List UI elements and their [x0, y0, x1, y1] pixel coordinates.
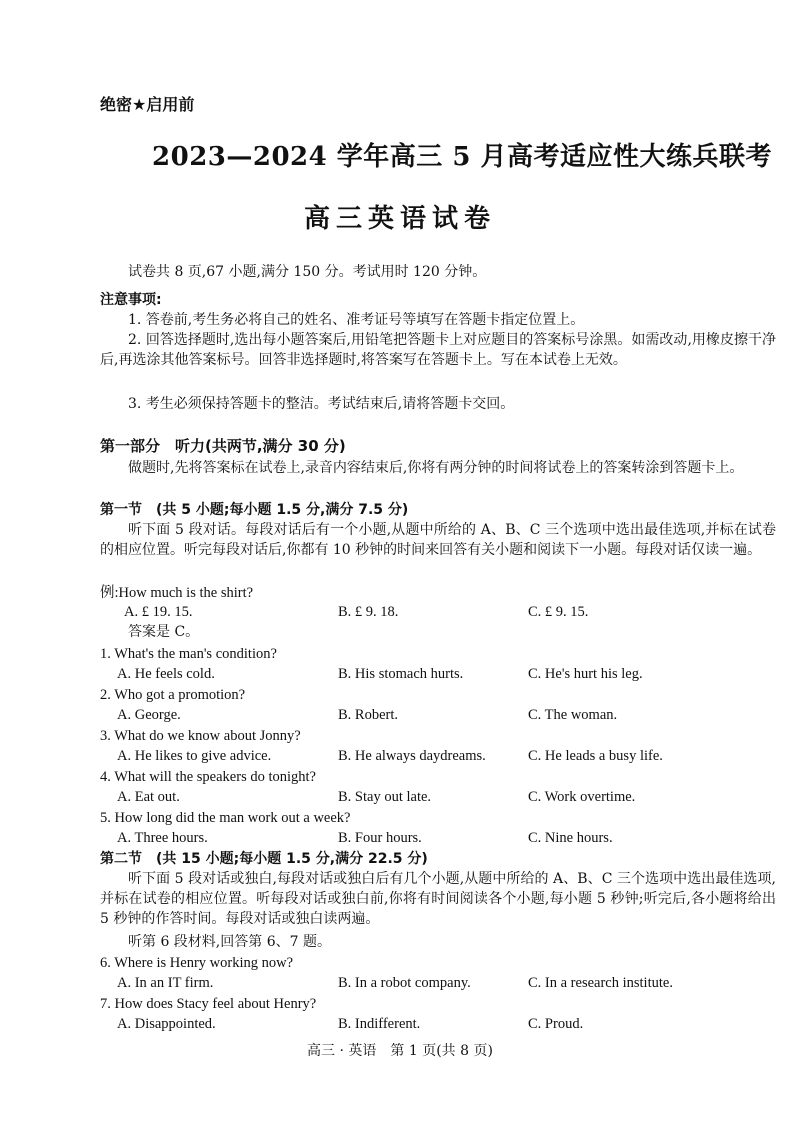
part1-heading: 第一部分 听力(共两节,满分 30 分) — [100, 437, 346, 455]
question-3: 3. What do we know about Jonny? — [100, 728, 301, 744]
note-item-2: 2. 回答选择题时,选出每小题答案后,用铅笔把答题卡上对应题目的答案标号涂黑。如需改动,用橡皮擦干净后,再选涂其他答案标号。回答非选择题时,将答案写在答题卡上。写在本试卷上无效。 — [100, 332, 776, 368]
exam-intro: 试卷共 8 页,67 小题,满分 150 分。考试用时 120 分钟。 — [128, 264, 487, 280]
question-2-option-a: A. George. — [117, 707, 181, 723]
example-answer: 答案是 C。 — [128, 624, 200, 640]
section2-instruction: 听下面 5 段对话或独白,每段对话或独白后有几个小题,从题中所给的 A、B、C 三个选项中选出最佳选项,并标在试卷的相应位置。听每段对话或独白前,你将有时间阅读各个小题,每小题 5 秒钟;听完后,各小题将给出 5 秒钟的作答时间。每段对话或独白读两遍。 — [100, 871, 776, 927]
question-6-option-a: A. In an IT firm. — [117, 975, 214, 991]
question-4-option-b: B. Stay out late. — [338, 789, 432, 805]
question-2: 2. Who got a promotion? — [100, 687, 246, 703]
exam-title: 2023—2024 学年高三 5 月高考适应性大练兵联考 — [152, 142, 772, 172]
example-option-c: C. £ 9. 15. — [528, 604, 589, 620]
question-2-option-b: B. Robert. — [338, 707, 399, 723]
question-3-option-a: A. He likes to give advice. — [117, 748, 272, 764]
confidential-label: 绝密★启用前 — [100, 95, 195, 114]
notes-heading: 注意事项: — [100, 292, 162, 308]
question-7: 7. How does Stacy feel about Henry? — [100, 996, 317, 1012]
section1-instruction: 听下面 5 段对话。每段对话后有一个小题,从题中所给的 A、B、C 三个选项中选出最佳选项,并标在试卷的相应位置。听完每段对话后,你都有 10 秒钟的时间来回答有关小题和阅读下一小题。每段对话仅读一遍。 — [100, 522, 776, 558]
example-option-b: B. £ 9. 18. — [338, 604, 399, 620]
question-7-option-b: B. Indifferent. — [338, 1016, 421, 1032]
example-option-a: A. £ 19. 15. — [124, 604, 193, 620]
question-1-option-a: A. He feels cold. — [117, 666, 215, 682]
question-4-option-a: A. Eat out. — [117, 789, 180, 805]
question-1: 1. What's the man's condition? — [100, 646, 277, 662]
question-7-option-a: A. Disappointed. — [117, 1016, 216, 1032]
example-question: 例:How much is the shirt? — [100, 585, 254, 601]
question-6-option-c: C. In a research institute. — [528, 975, 673, 991]
section2-heading: 第二节 (共 15 小题;每小题 1.5 分,满分 22.5 分) — [100, 851, 428, 867]
question-1-option-b: B. His stomach hurts. — [338, 666, 464, 682]
question-5-option-a: A. Three hours. — [117, 830, 208, 846]
part1-instruction: 做题时,先将答案标在试卷上,录音内容结束后,你将有两分钟的时间将试卷上的答案转涂到答题卡上。 — [128, 460, 744, 476]
question-3-option-c: C. He leads a busy life. — [528, 748, 663, 764]
note-item-3: 3. 考生必须保持答题卡的整洁。考试结束后,请将答题卡交回。 — [128, 396, 515, 412]
section1-heading: 第一节 (共 5 小题;每小题 1.5 分,满分 7.5 分) — [100, 502, 409, 518]
question-2-option-c: C. The woman. — [528, 707, 618, 723]
question-3-option-b: B. He always daydreams. — [338, 748, 486, 764]
note-item-1: 1. 答卷前,考生务必将自己的姓名、准考证号等填写在答题卡指定位置上。 — [128, 312, 585, 328]
question-7-option-c: C. Proud. — [528, 1016, 584, 1032]
question-4-option-c: C. Work overtime. — [528, 789, 636, 805]
exam-subtitle: 高三英语试卷 — [303, 204, 496, 234]
question-6-option-b: B. In a robot company. — [338, 975, 471, 991]
section2-material: 听第 6 段材料,回答第 6、7 题。 — [128, 934, 331, 950]
question-5-option-c: C. Nine hours. — [528, 830, 613, 846]
question-5: 5. How long did the man work out a week? — [100, 810, 351, 826]
question-5-option-b: B. Four hours. — [338, 830, 422, 846]
page-footer: 高三 · 英语 第 1 页(共 8 页) — [307, 1043, 493, 1059]
question-4: 4. What will the speakers do tonight? — [100, 769, 316, 785]
question-1-option-c: C. He's hurt his leg. — [528, 666, 643, 682]
question-6: 6. Where is Henry working now? — [100, 955, 294, 971]
